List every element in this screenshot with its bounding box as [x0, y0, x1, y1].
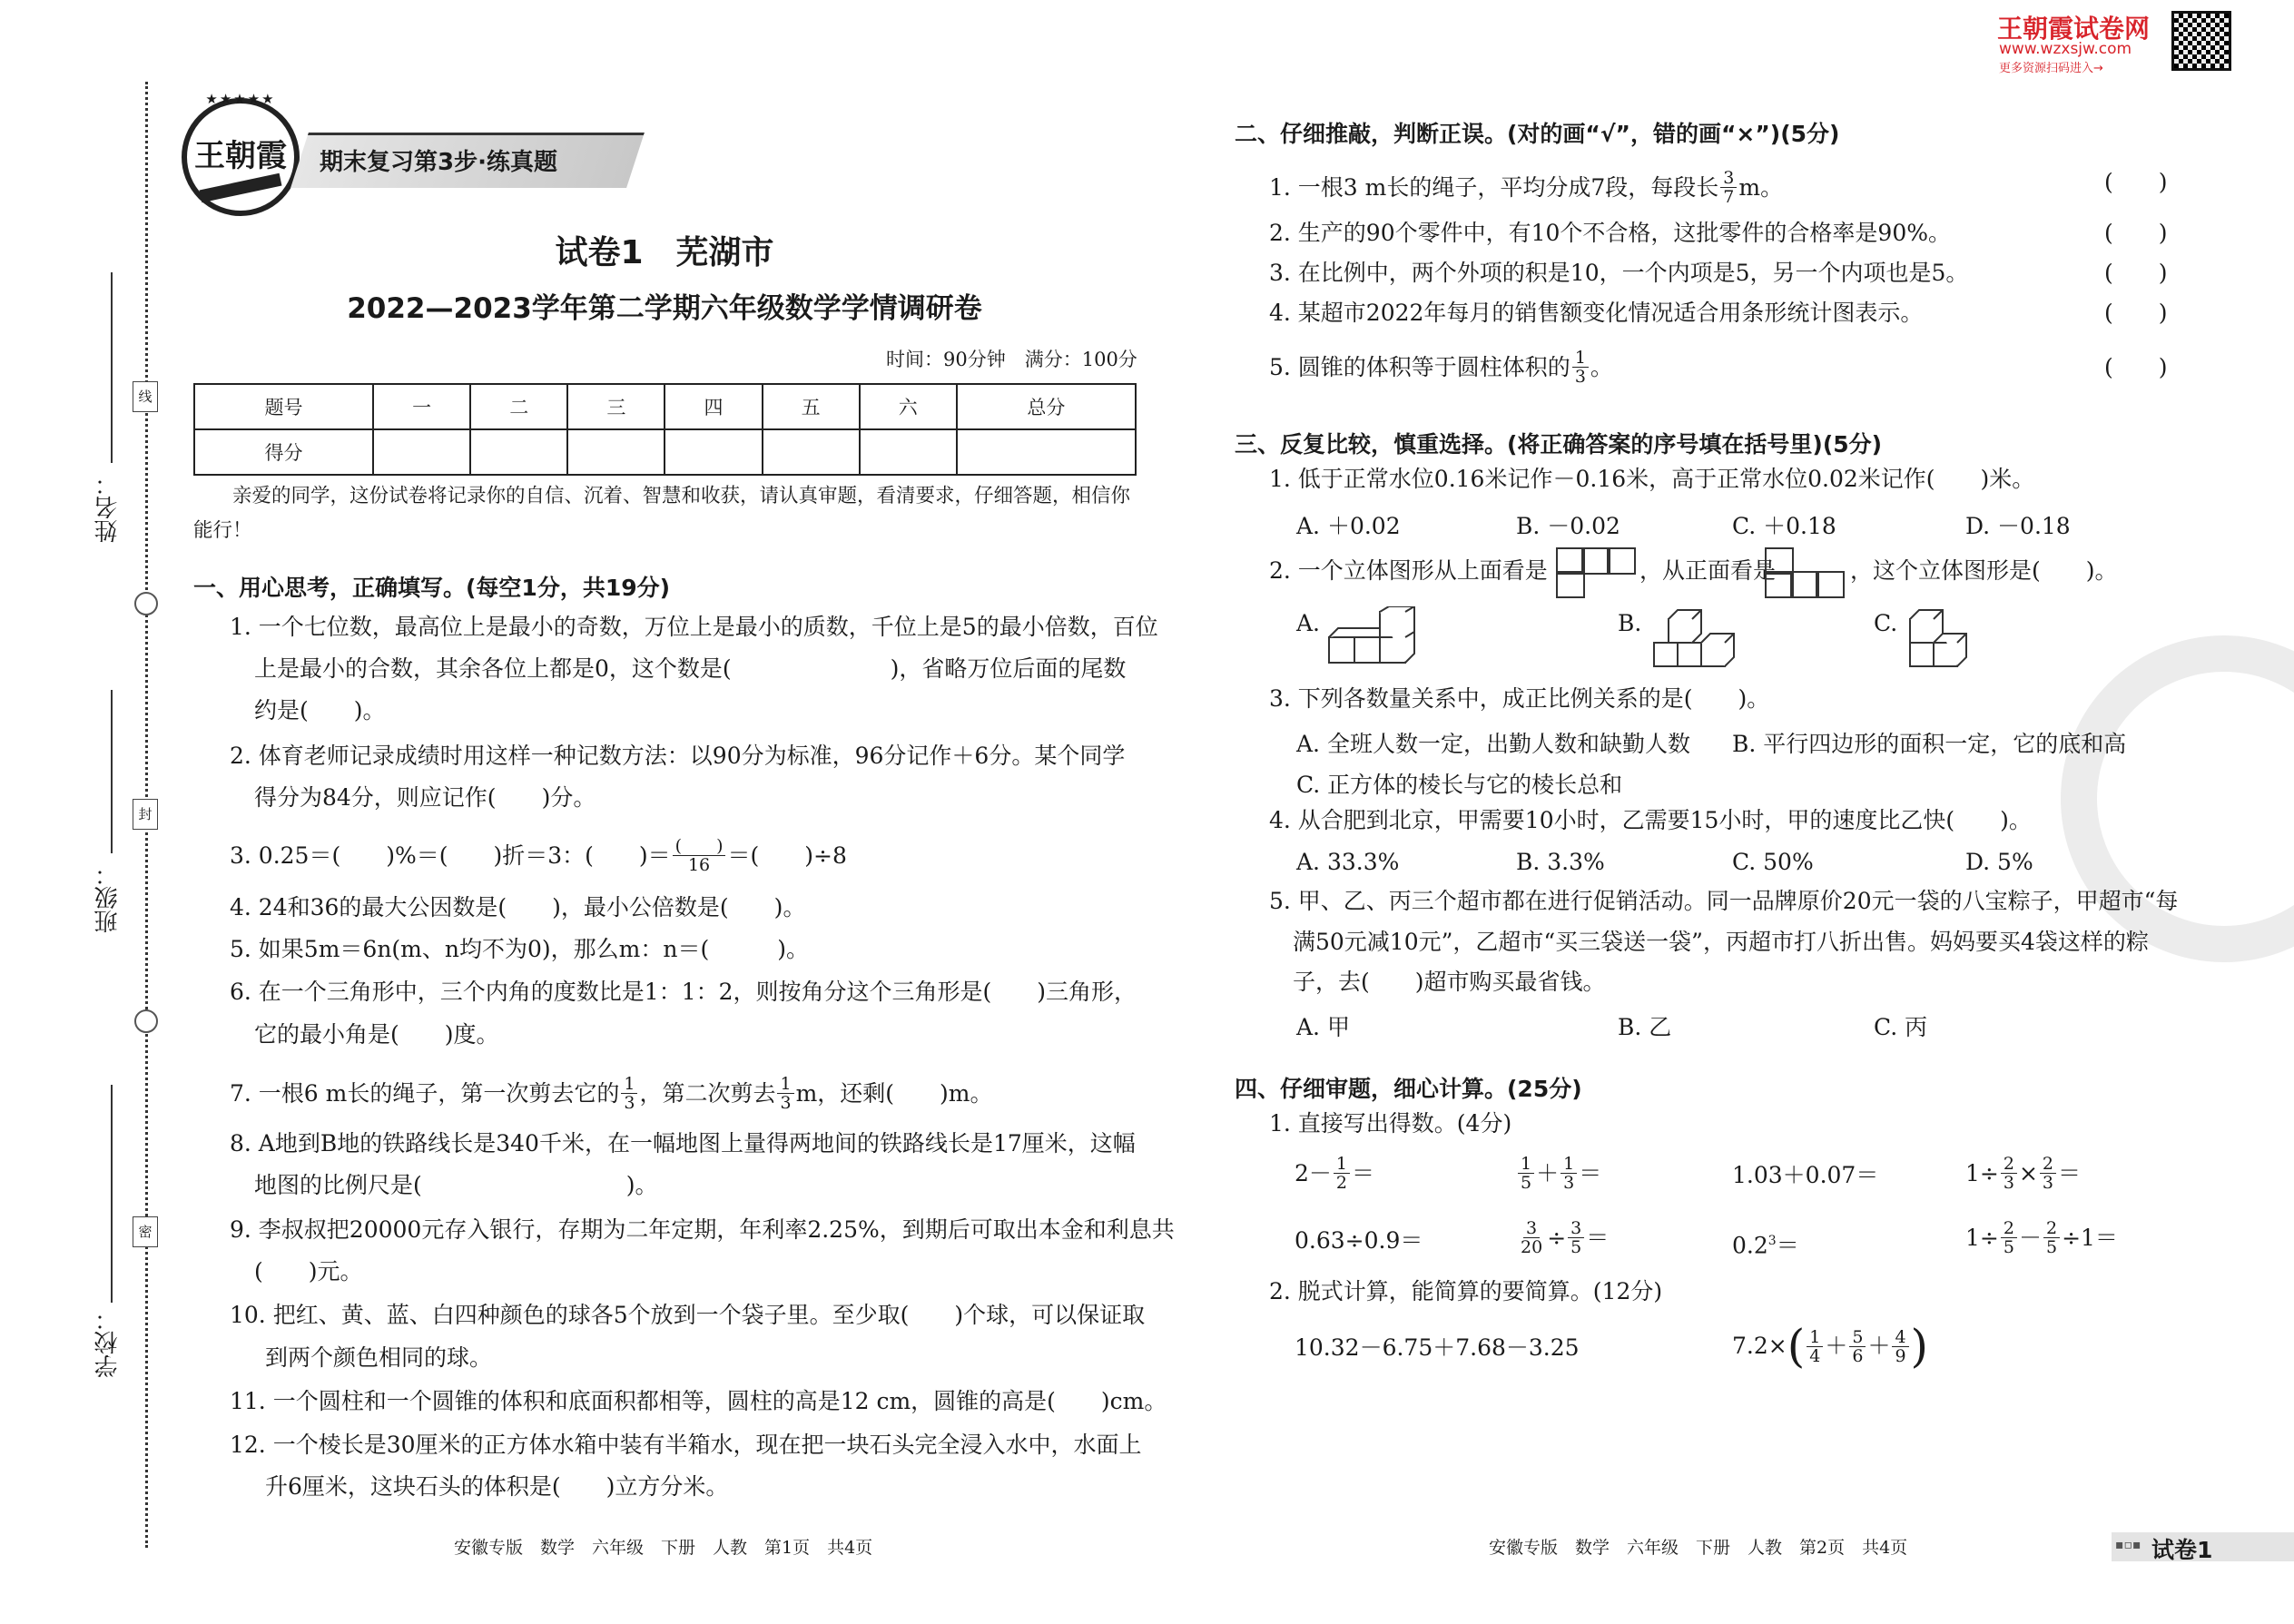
logo-text: 王朝霞: [194, 138, 287, 174]
solid-figure-c: [1906, 605, 1988, 670]
score-header: 四: [665, 384, 762, 429]
s3-q4-option-d: D. 5%: [1965, 849, 2033, 875]
left-paren: (: [1787, 1320, 1806, 1373]
numerator: 2: [2043, 1219, 2060, 1238]
qr-code-icon[interactable]: [2171, 11, 2231, 71]
score-header: 二: [470, 384, 567, 429]
fraction: [1518, 1155, 1534, 1192]
score-row-label: 得分: [194, 429, 373, 475]
numerator: 2: [2040, 1155, 2056, 1174]
denominator: 20: [1521, 1237, 1543, 1257]
s1-q5: 5. 如果5m＝6n(m、n均不为0)，那么m：n＝( )。: [230, 936, 809, 962]
s2-q1-fraction: [1720, 169, 1737, 206]
s3-q3-option-c: C. 正方体的棱长与它的棱长总和: [1296, 772, 1623, 798]
site-tip: 更多资源扫码进入→: [1999, 62, 2103, 75]
score-header: 一: [373, 384, 470, 429]
s3-q5-line1: 5. 甲、乙、丙三个超市都在进行促销活动。同一品牌原价20元一袋的八宝粽子，甲超市“每: [1269, 888, 2179, 914]
s3-q1-option-c: C. ＋0.18: [1732, 513, 1836, 539]
calc-8: [1965, 1219, 2118, 1256]
calc-2: [1516, 1155, 1601, 1192]
s2-q1: [1269, 169, 1783, 206]
s3-q4: 4. 从合肥到北京，甲需要10小时，乙需要15小时，甲的速度比乙快( )。: [1269, 807, 2032, 833]
s3-q3-option-a: A. 全班人数一定，出勤人数和缺勤人数: [1296, 731, 1690, 757]
s3-q1-option-a: A. ＋0.02: [1296, 513, 1401, 539]
denominator: 9: [1895, 1345, 1906, 1366]
score-table-score-row: [194, 429, 1136, 475]
score-header: 题号: [194, 384, 373, 429]
fraction: [1807, 1328, 1823, 1365]
score-cell[interactable]: [957, 429, 1136, 475]
numerator: 3: [1523, 1219, 1540, 1238]
s1-q2-line2: 得分为84分，则应记作( )分。: [254, 784, 596, 811]
brand-logo: [182, 91, 300, 216]
s1-q7-part-a: 7. 一根6 m长的绳子，第一次剪去它的: [230, 1079, 620, 1107]
s2-q5-answer[interactable]: ( ): [2104, 354, 2168, 380]
numerator: 1: [1518, 1155, 1534, 1174]
numerator: 5: [1849, 1328, 1866, 1347]
s2-q1-answer[interactable]: ( ): [2104, 169, 2168, 195]
denominator: 3: [1563, 1173, 1575, 1193]
s1-q12-line1: 12. 一个棱长是30厘米的正方体水箱中装有半箱水，现在把一块石头完全浸入水中，水面上: [230, 1432, 1142, 1458]
fraction: [1561, 1155, 1577, 1192]
score-header: 六: [860, 384, 957, 429]
numerator: ( ): [673, 837, 726, 856]
s1-q3-part-b: ＝( )÷8: [727, 842, 847, 869]
fraction: [1892, 1328, 1908, 1365]
s1-q12-line2: 升6厘米，这块石头的体积是( )立方分米。: [265, 1473, 729, 1500]
score-header: 总分: [957, 384, 1136, 429]
s3-q2-option-c: C.: [1874, 610, 1898, 636]
s3-q5-option-c: C. 丙: [1874, 1014, 1928, 1040]
numerator: 1: [1807, 1328, 1823, 1347]
s2-q4: 4. 某超市2022年每月的销售额变化情况适合用条形统计图表示。: [1269, 300, 1924, 326]
s1-q4: 4. 24和36的最大公因数是( )，最小公倍数是( )。: [230, 894, 806, 920]
score-header: 三: [567, 384, 665, 429]
calc-text: 1÷: [1965, 1159, 1999, 1186]
s2-q3-answer[interactable]: ( ): [2104, 260, 2168, 286]
s2-q5-part-b: 。: [1590, 353, 1613, 380]
fraction: [1334, 1155, 1350, 1192]
calc-text: 2－: [1295, 1159, 1332, 1186]
calc-text: ＝: [1776, 1232, 1799, 1259]
score-cell[interactable]: [373, 429, 470, 475]
expr-2: [1732, 1320, 1929, 1373]
s3-q5-option-b: B. 乙: [1618, 1014, 1672, 1040]
expr-1: 10.32－6.75＋7.68－3.25: [1295, 1334, 1580, 1361]
fraction: [2001, 1155, 2017, 1192]
footer-right: 安徽专版 数学 六年级 下册 人教 第2页 共4页: [1489, 1538, 1908, 1558]
binding-hole: [134, 1009, 158, 1033]
calc-4: [1965, 1155, 2081, 1192]
score-cell[interactable]: [763, 429, 860, 475]
s1-q2-line1: 2. 体育老师记录成绩时用这样一种记数方法：以90分为标准，96分记作＋6分。某个同学: [230, 743, 1126, 769]
denominator: 4: [1809, 1345, 1821, 1366]
s3-q4-option-c: C. 50%: [1732, 849, 1814, 875]
numerator: 1: [777, 1075, 793, 1094]
s1-q7-fraction-2: [777, 1075, 793, 1112]
denominator: 6: [1852, 1345, 1864, 1366]
site-name: 王朝霞试卷网: [1997, 14, 2151, 44]
calc-text: ÷1＝: [2062, 1224, 2118, 1251]
school-blank: [111, 1085, 113, 1303]
denominator: 3: [1574, 367, 1586, 387]
s2-q5: [1269, 349, 1613, 386]
corner-squares-icon: ▪▫▪: [2115, 1538, 2141, 1552]
s3-q3: 3. 下列各数量关系中，成正比例关系的是( )。: [1269, 685, 1770, 712]
calc-3: 1.03＋0.07＝: [1732, 1162, 1879, 1188]
seal-secret: 密: [133, 1216, 158, 1247]
denominator: 2: [1335, 1173, 1347, 1193]
exponent: 3: [1767, 1234, 1777, 1248]
score-header: 五: [763, 384, 860, 429]
s1-q1-line2: 上是最小的合数，其余各位上都是0，这个数是( )，省略万位后面的尾数: [254, 655, 1127, 682]
s1-q3-fraction: [673, 837, 726, 874]
s4-q2-title: 2. 脱式计算，能简算的要简算。(12分): [1269, 1278, 1663, 1304]
denominator: 16: [687, 855, 711, 875]
s3-q5-line2: 满50元减10元”，乙超市“买三袋送一袋”，丙超市打八折出售。妈妈要买4袋这样的粽: [1293, 929, 2149, 955]
score-cell[interactable]: [665, 429, 762, 475]
section2-title: 二、仔细推敲，判断正误。(对的画“√”，错的画“×”)(5分): [1235, 121, 1840, 147]
denominator: 3: [2003, 1173, 2014, 1193]
s2-q5-fraction: [1572, 349, 1589, 386]
s2-q1-part-a: 1. 一根3 m长的绳子，平均分成7段，每段长: [1269, 173, 1719, 201]
denominator: 3: [624, 1093, 635, 1113]
footer-left: 安徽专版 数学 六年级 下册 人教 第1页 共4页: [454, 1538, 873, 1558]
s3-q2-part-b: ，从正面看是: [1639, 557, 1777, 584]
calc-text: 1÷: [1965, 1224, 1999, 1251]
seal-seal: 封: [133, 799, 158, 830]
time-info: 时间：90分钟 满分：100分: [886, 349, 1137, 370]
calc-5: 0.63÷0.9＝: [1295, 1227, 1423, 1254]
calc-operator: －: [2018, 1224, 2042, 1251]
calc-text: ＝: [1352, 1159, 1375, 1186]
fraction: [2043, 1219, 2060, 1256]
calc-1: [1295, 1155, 1374, 1192]
denominator: 3: [2042, 1173, 2053, 1193]
calc-operator: ÷: [1547, 1224, 1567, 1251]
numerator: 3: [1568, 1219, 1584, 1238]
s3-q2-part-c: ，这个立体图形是( )。: [1850, 557, 2118, 584]
calc-operator: ＋: [1867, 1333, 1891, 1359]
s1-q7-fraction-1: [621, 1075, 637, 1112]
s1-q3: [230, 837, 847, 874]
numerator: 1: [621, 1075, 637, 1094]
s1-q7-part-b: ，第二次剪去: [639, 1079, 776, 1107]
numerator: 1: [1561, 1155, 1577, 1174]
denominator: 5: [1570, 1237, 1582, 1257]
s2-q4-answer[interactable]: ( ): [2104, 300, 2168, 326]
s1-q6-line2: 它的最小角是( )度。: [254, 1021, 499, 1048]
denominator: 5: [2003, 1237, 2014, 1257]
logo-ribbon: [200, 173, 282, 202]
calc-text: 7.2×: [1732, 1333, 1787, 1359]
s1-q9-line2: ( )元。: [254, 1258, 363, 1284]
denominator: 3: [780, 1093, 792, 1113]
score-table: [193, 383, 1137, 476]
right-paren: ): [1910, 1320, 1929, 1373]
fraction: [1849, 1328, 1866, 1365]
numerator: 2: [2001, 1219, 2017, 1238]
s1-q9-line1: 9. 李叔叔把20000元存入银行，存期为二年定期，年利率2.25%，到期后可取出本金和利息共: [230, 1216, 1175, 1243]
s3-q4-option-b: B. 3.3%: [1516, 849, 1605, 875]
numerator: 1: [1572, 349, 1589, 368]
s1-q7: [230, 1075, 992, 1112]
fraction: [1568, 1219, 1584, 1256]
class-blank: [111, 690, 113, 853]
denominator: 7: [1723, 187, 1735, 207]
score-table-header-row: [194, 384, 1136, 429]
calc-7: [1732, 1227, 1799, 1259]
s2-q3: 3. 在比例中，两个外项的积是10，一个内项是5，另一个内项也是5。: [1269, 260, 1969, 286]
calc-operator: ＋: [1536, 1159, 1560, 1186]
s3-q1: 1. 低于正常水位0.16米记作－0.16米，高于正常水位0.02米记作( )米。: [1269, 466, 2035, 492]
calc-text: ＝: [1586, 1224, 1610, 1251]
calc-operator: ＋: [1825, 1333, 1848, 1359]
s2-q1-part-b: m。: [1738, 173, 1784, 201]
s1-q11: 11. 一个圆柱和一个圆锥的体积和底面积都相等，圆柱的高是12 cm，圆锥的高是( )cm。: [230, 1388, 1167, 1414]
site-url[interactable]: www.wzxsjw.com: [1999, 40, 2132, 58]
calc-text: ＝: [2058, 1159, 2082, 1186]
s1-q8-line2: 地图的比例尺是( )。: [254, 1172, 658, 1198]
fraction: [2001, 1219, 2017, 1256]
s3-q1-option-d: D. －0.18: [1965, 513, 2071, 539]
s1-q6-line1: 6. 在一个三角形中，三个内角的度数比是1：1：2，则按角分这个三角形是( )三角形，: [230, 979, 1137, 1005]
numerator: 4: [1892, 1328, 1908, 1347]
s1-q10-line2: 到两个颜色相同的球。: [265, 1344, 493, 1371]
denominator: 5: [2045, 1237, 2058, 1257]
calc-operator: ×: [2018, 1159, 2038, 1186]
score-cell[interactable]: [470, 429, 567, 475]
s4-q1-title: 1. 直接写出得数。(4分): [1269, 1110, 1512, 1137]
calc-text: 0.2: [1732, 1232, 1768, 1259]
section1-title: 一、用心思考，正确填写。(每空1分，共19分): [193, 575, 671, 601]
fraction: [1518, 1219, 1545, 1256]
s1-q8-line1: 8. A地到B地的铁路线长是340千米，在一幅地图上量得两地间的铁路线长是17厘米，这幅: [230, 1130, 1136, 1156]
s3-q2-option-b: B.: [1618, 610, 1642, 636]
s3-q1-option-b: B. －0.02: [1516, 513, 1620, 539]
section4-title: 四、仔细审题，细心计算。(25分): [1235, 1076, 1582, 1102]
page-title: 试卷1 芜湖市: [555, 234, 774, 271]
s3-q2-part-a: 2. 一个立体图形从上面看是: [1269, 557, 1548, 584]
seal-line: 线: [133, 381, 158, 412]
s1-q3-part-a: 3. 0.25＝( )%＝( )折＝3：( )＝: [230, 842, 671, 869]
school-label: 学校：: [94, 1307, 122, 1378]
page-subtitle: 2022—2023学年第二学期六年级数学学情调研卷: [347, 292, 982, 325]
fraction: [2040, 1155, 2056, 1192]
s3-q5-line3: 子，去( )超市购买最省钱。: [1293, 969, 1606, 995]
corner-tag: 试卷1: [2151, 1537, 2213, 1563]
solid-figure-a: [1325, 606, 1416, 670]
score-cell[interactable]: [860, 429, 957, 475]
numerator: 1: [1334, 1155, 1350, 1174]
badge-text: 期末复习第3步·练真题: [320, 149, 557, 176]
s1-q10-line1: 10. 把红、黄、蓝、白四种颜色的球各5个放到一个袋子里。至少取( )个球，可以保证取: [230, 1302, 1146, 1328]
s3-q5-option-a: A. 甲: [1296, 1014, 1350, 1040]
solid-figure-b: [1650, 606, 1741, 670]
score-cell[interactable]: [567, 429, 665, 475]
name-label: 姓名：: [94, 472, 122, 543]
s1-q1-line3: 约是( )。: [254, 697, 386, 723]
numerator: 2: [2001, 1155, 2017, 1174]
denominator: 5: [1521, 1173, 1532, 1193]
s2-q2: 2. 生产的90个零件中，有10个不合格，这批零件的合格率是90%。: [1269, 220, 1951, 246]
s1-q1-line1: 1. 一个七位数，最高位上是最小的奇数，万位上是最小的质数，千位上是5的最小倍数，百位: [230, 614, 1158, 640]
calc-text: ＝: [1579, 1159, 1602, 1186]
numerator: 3: [1720, 169, 1737, 188]
s3-q3-option-b: B. 平行四边形的面积一定，它的底和高: [1732, 731, 2127, 757]
s3-q4-option-a: A. 33.3%: [1296, 849, 1400, 875]
section3-title: 三、反复比较，慎重选择。(将正确答案的序号填在括号里)(5分): [1235, 431, 1883, 458]
s1-q7-part-c: m，还剩( )m。: [795, 1079, 993, 1107]
binding-hole: [134, 592, 158, 615]
s2-q2-answer[interactable]: ( ): [2104, 220, 2168, 246]
class-label: 班级：: [94, 862, 122, 933]
intro-text: 亲爱的同学，这份试卷将记录你的自信、沉着、智慧和收获，请认真审题，看清要求，仔细答题，相信你能行！: [193, 485, 1131, 542]
logo-stars-icon: ★★★★★: [205, 91, 276, 107]
s3-q2-option-a: A.: [1296, 610, 1321, 636]
s2-q5-part-a: 5. 圆锥的体积等于圆柱体积的: [1269, 353, 1570, 380]
calc-6: [1516, 1219, 1609, 1256]
